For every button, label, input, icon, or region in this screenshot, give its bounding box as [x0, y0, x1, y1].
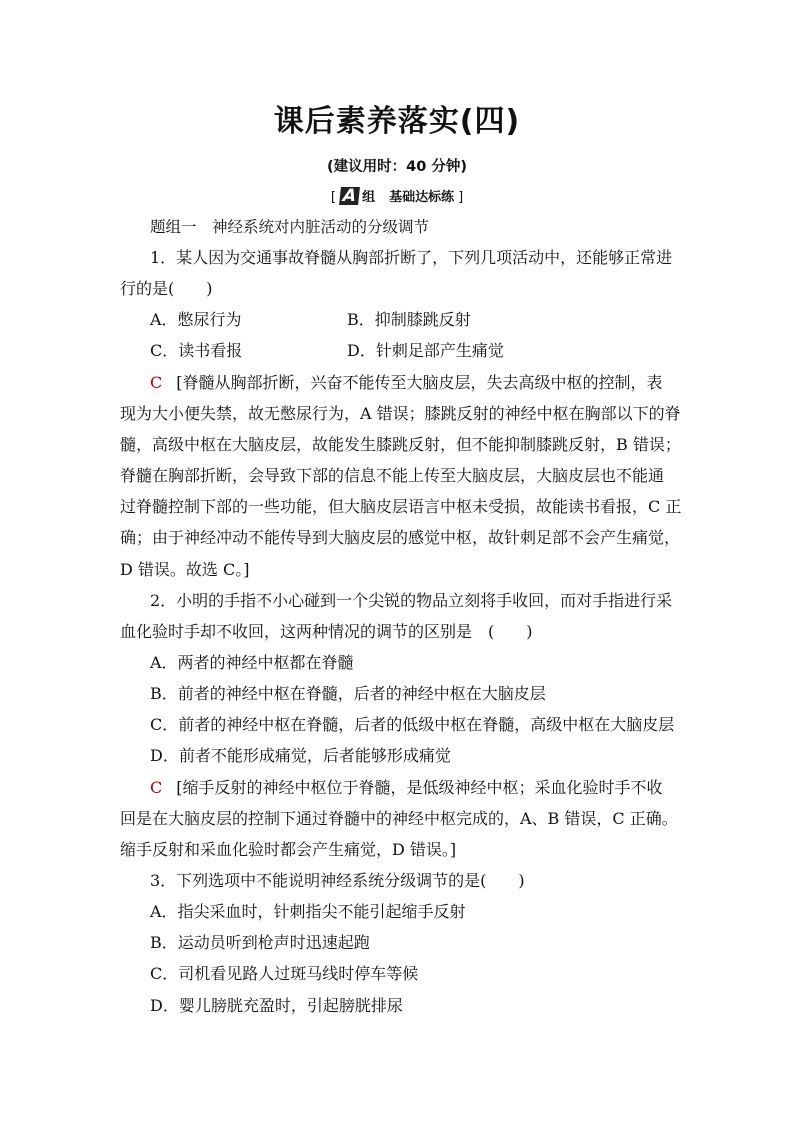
group-bracket-open: [	[330, 190, 336, 205]
group-name: 基础达标练	[389, 190, 455, 205]
group-label	[0, 186, 794, 205]
q1-explanation-line6: 确；由于神经冲动不能传导到大脑皮层的感觉中枢，故针刺足部不会产生痛觉，	[120, 528, 681, 547]
q1-option-d: D．针刺足部产生痛觉	[347, 341, 504, 360]
q1-explanation-line2: 现为大小便失禁，故无憋尿行为，A 错误；膝跳反射的神经中枢在胸部以下的脊	[120, 404, 681, 423]
q1-explanation-line1	[150, 373, 663, 393]
q2-explanation-line2: 回是在大脑皮层的控制下通过脊髓中的神经中枢完成的，A、B 错误，C 正确。	[120, 809, 678, 828]
q2-option-b: B．前者的神经中枢在脊髓，后者的神经中枢在大脑皮层	[150, 684, 546, 703]
q2-explanation-text: [缩手反射的神经中枢位于脊髓，是低级神经中枢；采血化验时手不收	[176, 778, 663, 797]
q1-explanation-line7: D 错误。故选 C。]	[120, 560, 250, 579]
q3-option-b: B．运动员听到枪声时迅速起跑	[150, 933, 370, 952]
page-title: 课后素养落实(四)	[273, 104, 521, 139]
q1-answer: C	[150, 373, 163, 392]
q1-explanation-line5: 过脊髓控制下部的一些功能，但大脑皮层语言中枢未受损，故能读书看报，C 正	[120, 497, 682, 516]
q3-option-a: A．指尖采血时，针刺指尖不能引起缩手反射	[150, 902, 466, 921]
q2-stem-line2: 血化验时手却不收回，这两种情况的调节的区别是 ( )	[120, 622, 533, 641]
q1-stem-line1: 1．某人因为交通事故脊髓从胸部折断了，下列几项活动中，还能够正常进	[150, 248, 673, 267]
section-heading: 题组一 神经系统对内脏活动的分级调节	[150, 218, 430, 236]
q2-explanation-line3: 缩手反射和采血化验时都会产生痛觉，D 错误。]	[120, 840, 457, 859]
q2-answer: C	[150, 778, 163, 797]
q2-explanation-line1	[150, 778, 663, 798]
q1-explanation-text: [脊髓从胸部折断，兴奋不能传至大脑皮层，失去高级中枢的控制，表	[176, 373, 663, 392]
q2-option-a: A．两者的神经中枢都在脊髓	[150, 653, 354, 672]
q1-explanation-line4: 脊髓在胸部折断，会导致下部的信息不能上传至大脑皮层，大脑皮层也不能通	[120, 466, 665, 485]
q1-option-c: C．读书看报	[150, 341, 243, 360]
group-word: 组	[362, 190, 376, 205]
q1-explanation-line3: 髓，高级中枢在大脑皮层，故能发生膝跳反射，但不能抑制膝跳反射，B 错误；	[120, 435, 681, 454]
q2-option-c: C．前者的神经中枢在脊髓，后者的低级中枢在脊髓，高级中枢在大脑皮层	[150, 715, 675, 734]
q3-stem-line1: 3．下列选项中不能说明神经系统分级调节的是( )	[150, 871, 525, 890]
q1-option-a: A．憋尿行为	[150, 310, 242, 329]
suggested-time: (建议用时：40 分钟)	[327, 159, 467, 175]
q3-option-c: C．司机看见路人过斑马线时停车等候	[150, 964, 419, 983]
q2-stem-line1: 2．小明的手指不小心碰到一个尖锐的物品立刻将手收回，而对手指进行采	[150, 591, 673, 610]
q2-option-d: D．前者不能形成痛觉，后者能够形成痛觉	[150, 746, 451, 765]
group-bracket-close: ]	[458, 190, 464, 205]
q3-option-d: D．婴儿膀胱充盈时，引起膀胱排尿	[150, 996, 403, 1015]
q1-stem-line2: 行的是( )	[120, 279, 213, 298]
q1-option-b: B．抑制膝跳反射	[347, 310, 471, 329]
group-a-badge: A	[339, 187, 360, 205]
